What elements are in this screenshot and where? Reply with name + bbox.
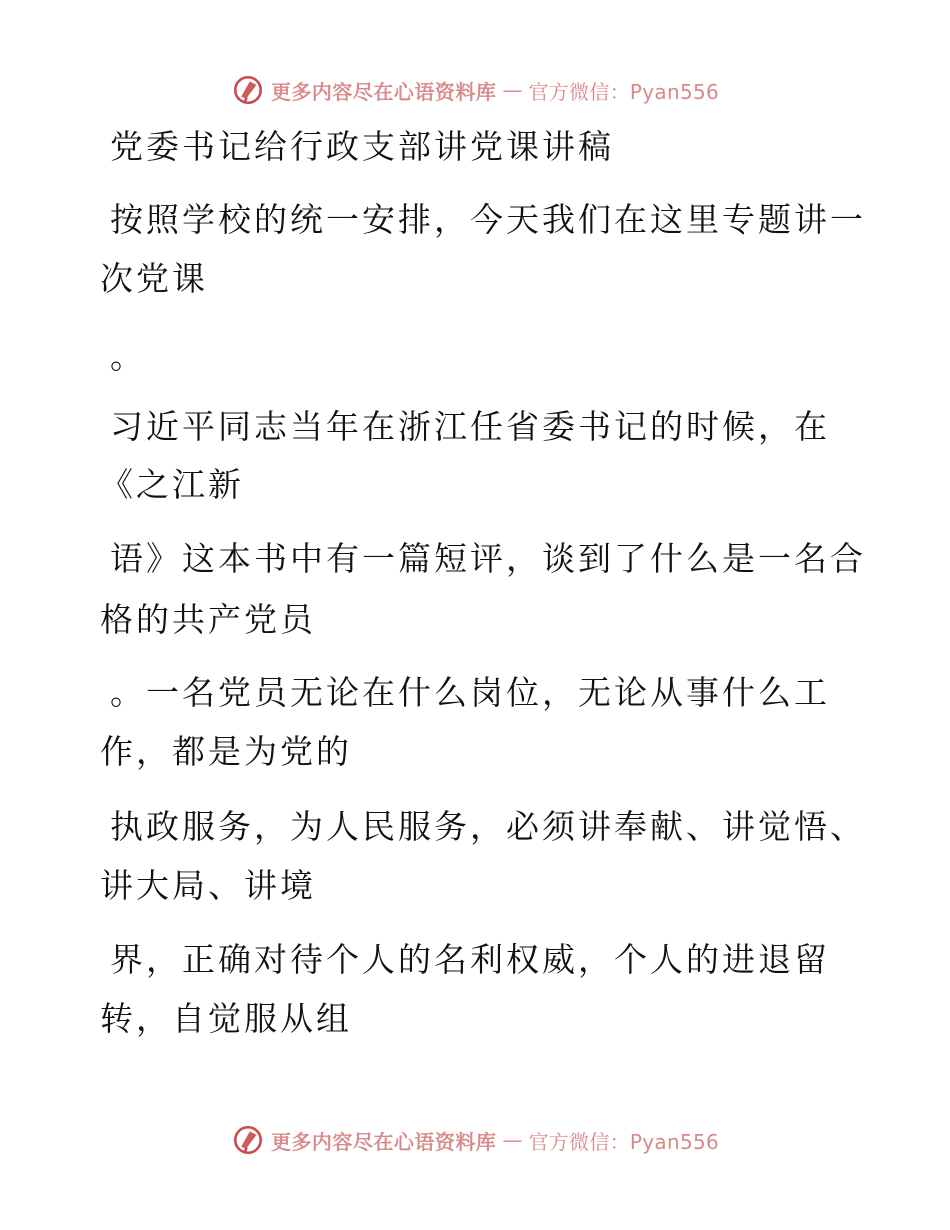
paragraph-line: 。一名党员无论在什么岗位，无论从事什么工 <box>110 673 830 712</box>
paragraph-line: 执政服务，为人民服务，必须讲奉献、讲觉悟、 <box>110 807 866 846</box>
paragraph-line: 讲大局、讲境 <box>100 866 316 905</box>
watermark-text: 更多内容尽在心语资料库 <box>270 79 497 104</box>
pen-nib-logo-icon <box>231 1123 265 1157</box>
paragraph-line: 语》这本书中有一篇短评，谈到了什么是一名合 <box>110 539 866 578</box>
watermark-contact: 官方微信：Pyan556 <box>528 79 720 104</box>
paragraph-line: 。 <box>110 337 146 376</box>
paragraph-line: 格的共产党员 <box>100 600 316 639</box>
document-title: 党委书记给行政支部讲党课讲稿 <box>110 127 614 166</box>
watermark-separator: — <box>502 1128 523 1152</box>
paragraph-line: 《之江新 <box>100 465 244 504</box>
watermark-text: 更多内容尽在心语资料库 <box>270 1129 497 1154</box>
watermark-separator: — <box>502 78 523 102</box>
paragraph-line: 界，正确对待个人的名利权威，个人的进退留 <box>110 940 830 979</box>
paragraph-line: 习近平同志当年在浙江任省委书记的时候，在 <box>110 407 830 446</box>
paragraph-line: 转，自觉服从组 <box>100 999 352 1038</box>
paragraph-line: 按照学校的统一安排，今天我们在这里专题讲一 <box>110 200 866 239</box>
paragraph-line: 作，都是为党的 <box>100 732 352 771</box>
footer-watermark <box>0 1120 950 1160</box>
watermark-contact: 官方微信：Pyan556 <box>528 1129 720 1154</box>
paragraph-line: 次党课 <box>100 259 208 298</box>
